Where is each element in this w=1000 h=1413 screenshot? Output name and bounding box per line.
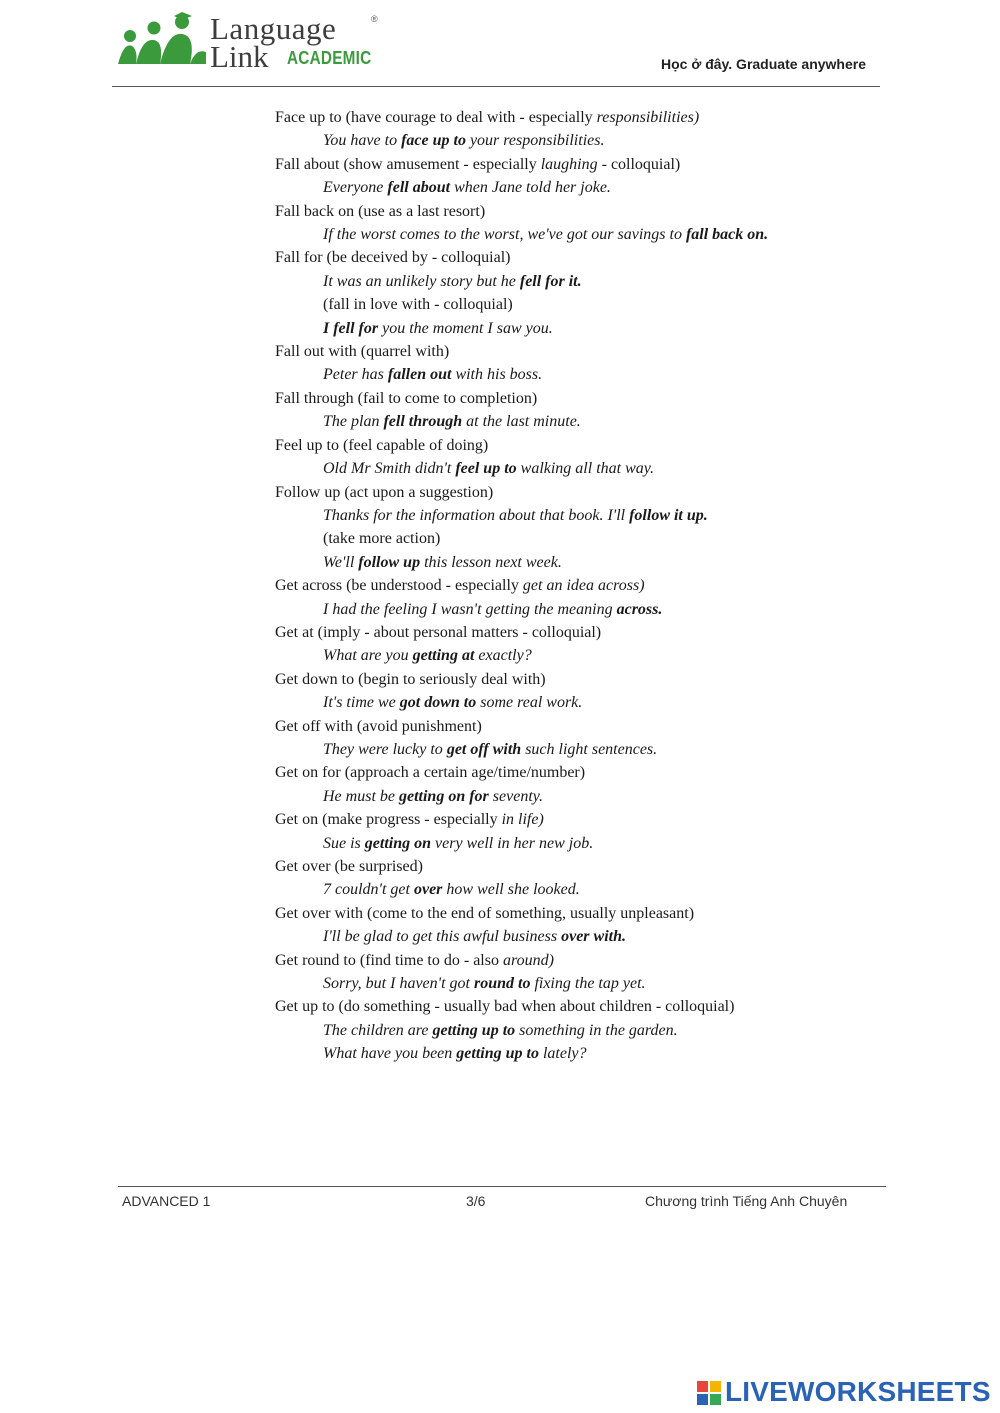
example-phrasal-verb: I fell for [323, 319, 379, 337]
definition-text: (act upon a suggestion) [340, 483, 494, 501]
example-sentence [275, 457, 875, 480]
example-text-tail: at the last minute. [462, 413, 581, 431]
example-sentence [275, 925, 875, 948]
definition-text: (quarrel with) [356, 343, 450, 361]
phrasal-verb-definition [275, 340, 875, 363]
example-text: What are you [323, 647, 413, 665]
phrasal-verb-definition [275, 949, 875, 972]
example-sentence [275, 223, 875, 246]
example-sentence [275, 598, 875, 621]
example-sentence [275, 691, 875, 714]
definition-text: (feel capable of doing) [339, 436, 489, 454]
example-text-tail: your responsibilities. [465, 132, 605, 150]
phrasal-verb-definition [275, 715, 875, 738]
phrasal-verb-term: Fall through [275, 389, 354, 407]
phrasal-verb-definition [275, 808, 875, 831]
phrasal-verb-entry [275, 200, 875, 247]
example-sentence [275, 363, 875, 386]
definition-emphasis: around) [502, 951, 554, 969]
example-sentence [275, 1019, 875, 1042]
example-phrasal-verb: getting up to [432, 1021, 516, 1039]
phrasal-verb-definition [275, 995, 875, 1018]
phrasal-verb-term: Feel up to [275, 436, 339, 454]
phrasal-verb-entry [275, 621, 875, 668]
phrasal-verb-entry [275, 808, 875, 855]
alternate-definition: (fall in love with - colloquial) [323, 296, 513, 314]
phrasal-verb-entry [275, 715, 875, 762]
phrasal-verb-definition [275, 574, 875, 597]
definition-text: (avoid punishment) [352, 717, 482, 735]
example-sentence [275, 270, 875, 293]
phrasal-verb-definition [275, 902, 875, 925]
example-text: You have to [323, 132, 402, 150]
example-text-tail: lately? [538, 1045, 587, 1063]
example-text: It's time we [323, 694, 400, 712]
phrasal-verb-entry [275, 387, 875, 434]
example-phrasal-verb: round to [473, 975, 531, 993]
example-sentence [275, 176, 875, 199]
footer-course-name: ADVANCED 1 [122, 1193, 211, 1209]
phrasal-verb-entry [275, 340, 875, 387]
example-phrasal-verb: feel up to [455, 460, 517, 478]
example-text: Thanks for the information about that book. I'll [323, 506, 630, 524]
example-sentence [275, 551, 875, 574]
definition-emphasis: laughing [540, 155, 598, 173]
people-icon [116, 12, 208, 72]
example-text: The plan [323, 413, 384, 431]
phrasal-verb-entry [275, 153, 875, 200]
phrasal-verb-term: Follow up [275, 483, 341, 501]
phrasal-verb-term: Get on [275, 811, 319, 829]
phrasal-verb-term: Fall about [275, 155, 340, 173]
example-phrasal-verb: got down to [399, 694, 477, 712]
example-text: He must be [323, 787, 399, 805]
example-text: I had the feeling I wasn't getting the meaning [323, 600, 617, 618]
phrasal-verb-entry [275, 574, 875, 621]
logo-text-language: Language [210, 11, 337, 46]
example-text-tail: very well in her new job. [431, 834, 594, 852]
example-phrasal-verb: fell about [387, 179, 451, 197]
phrasal-verb-definition [275, 668, 875, 691]
phrasal-verb-entry [275, 246, 875, 340]
phrasal-verb-term: Fall for [275, 249, 323, 267]
example-text-tail: seventy. [488, 787, 543, 805]
example-text-tail: when Jane told her joke. [450, 179, 611, 197]
phrasal-verb-entry [275, 761, 875, 808]
example-text: 7 couldn't get [323, 881, 414, 899]
example-text-tail: with his boss. [451, 366, 543, 384]
phrasal-verb-entry [275, 995, 875, 1065]
example-sentence [275, 1042, 875, 1065]
example-sentence [275, 878, 875, 901]
example-text: Sorry, but I haven't got [323, 975, 474, 993]
example-sentence [275, 738, 875, 761]
definition-text: (be understood - especially [342, 577, 523, 595]
phrasal-verb-definition [275, 481, 875, 504]
example-text: They were lucky to [323, 740, 447, 758]
phrasal-verb-term: Get at [275, 623, 314, 641]
definition-text: (make progress - especially [318, 811, 502, 829]
example-text: If the worst comes to the worst, we've got our savings to [323, 226, 686, 244]
example-sentence [275, 785, 875, 808]
definition-text: (fail to come to completion) [353, 389, 538, 407]
example-phrasal-verb: fall back on. [685, 226, 769, 244]
definition-text: (approach a certain age/time/number) [340, 764, 586, 782]
phrasal-verb-entry [275, 106, 875, 153]
example-text: Sue is [323, 834, 365, 852]
example-phrasal-verb: face up to [401, 132, 466, 150]
example-text-tail: something in the garden. [515, 1021, 678, 1039]
phrasal-verb-term: Get over with [275, 904, 363, 922]
example-phrasal-verb: over with. [561, 928, 626, 946]
phrasal-verb-term: Get across [275, 577, 343, 595]
example-phrasal-verb: getting up to [456, 1045, 539, 1063]
phrasal-verb-term: Get down to [275, 670, 355, 688]
example-text-tail: fixing the tap yet. [530, 975, 646, 993]
example-sentence [275, 972, 875, 995]
definition-emphasis: responsibilities) [596, 109, 700, 126]
definition-text: (do something - usually bad when about children - colloquial) [334, 998, 735, 1016]
example-phrasal-verb: getting on [364, 834, 432, 852]
definition-text: (come to the end of something, usually unpleasant) [362, 904, 695, 922]
liveworksheets-badge-icon [697, 1381, 721, 1405]
phrasal-verb-entry [275, 902, 875, 949]
phrasal-verb-term: Get on for [275, 764, 341, 782]
phrasal-verb-entry [275, 949, 875, 996]
phrasal-verb-term: Get off with [275, 717, 353, 735]
definition-text: (begin to seriously deal with) [354, 670, 546, 688]
example-phrasal-verb: over [413, 881, 443, 899]
example-sentence [275, 410, 875, 433]
phrasal-verb-definition [275, 246, 875, 269]
language-link-logo [116, 12, 386, 74]
phrasal-verb-entry [275, 434, 875, 481]
definition-text: (be deceived by - colloquial) [322, 249, 511, 267]
definition-text-tail: - colloquial) [597, 155, 681, 173]
definition-text: (use as a last resort) [354, 202, 486, 220]
phrasal-verb-definition [275, 153, 875, 176]
example-phrasal-verb: fallen out [387, 366, 452, 384]
example-text: Old Mr Smith didn't [323, 460, 456, 478]
phrasal-verb-term: Get round to [275, 951, 356, 969]
example-text: Peter has [323, 366, 388, 384]
example-phrasal-verb: fell through [383, 413, 463, 431]
phrasal-verb-term: Get over [275, 858, 331, 875]
phrasal-verb-term: Face up to [275, 109, 342, 126]
example-text-tail: how well she looked. [442, 881, 580, 899]
example-phrasal-verb: across. [616, 600, 663, 618]
phrasal-verb-list [275, 106, 875, 1066]
example-sentence [275, 504, 875, 527]
definition-emphasis: in life) [501, 811, 544, 829]
example-text-tail: you the moment I saw you. [378, 319, 553, 337]
phrasal-verb-entry [275, 481, 875, 575]
phrasal-verb-definition [275, 434, 875, 457]
definition-text: (have courage to deal with - especially [341, 109, 597, 126]
phrasal-verb-definition [275, 106, 875, 129]
example-text: I'll be glad to get this awful business [323, 928, 562, 946]
example-text-tail: some real work. [476, 694, 583, 712]
example-phrasal-verb: follow it up. [629, 506, 708, 524]
phrasal-verb-term: Get up to [275, 998, 335, 1016]
example-sentence [275, 832, 875, 855]
example-text-tail: exactly? [474, 647, 532, 665]
header-divider [112, 86, 880, 87]
footer-divider [118, 1186, 886, 1187]
logo-text-link: Link [210, 39, 269, 74]
phrasal-verb-term: Fall back on [275, 202, 355, 220]
phrasal-verb-entry [275, 855, 875, 902]
example-phrasal-verb: get off with [446, 740, 522, 758]
phrasal-verb-definition [275, 200, 875, 223]
header-tagline: Học ở đây. Graduate anywhere [661, 56, 866, 72]
example-text-tail: walking all that way. [516, 460, 654, 478]
phrasal-verb-term: Fall out with [275, 343, 357, 361]
phrasal-verb-entry [275, 668, 875, 715]
example-phrasal-verb: follow up [358, 553, 421, 571]
phrasal-verb-definition [275, 761, 875, 784]
example-phrasal-verb: getting at [412, 647, 475, 665]
example-text: Everyone [323, 179, 388, 197]
phrasal-verb-definition [275, 387, 875, 410]
example-text: We'll [323, 553, 359, 571]
alternate-definition: (take more action) [323, 530, 441, 548]
example-text-tail: this lesson next week. [420, 553, 562, 571]
example-phrasal-verb: getting on for [398, 787, 489, 805]
example-sentence [275, 129, 875, 152]
example-sentence [275, 644, 875, 667]
logo-text-academic: ACADEMIC [287, 48, 372, 68]
example-text: It was an unlikely story but he [323, 272, 520, 290]
logo-registered-mark: ® [371, 14, 378, 24]
phrasal-verb-definition [275, 855, 875, 878]
definition-text: (show amusement - especially [339, 155, 541, 173]
definition-text: (imply - about personal matters - colloquial) [313, 623, 602, 641]
liveworksheets-wordmark: LIVEWORKSHEETS [725, 1376, 991, 1407]
example-text: The children are [323, 1021, 433, 1039]
footer-program-name: Chương trình Tiếng Anh Chuyên [645, 1193, 848, 1209]
footer-page-number: 3/6 [466, 1193, 486, 1209]
definition-emphasis: get an idea across) [522, 577, 645, 595]
example-phrasal-verb: fell for it. [519, 272, 582, 290]
example-text-tail: such light sentences. [521, 740, 658, 758]
example-sentence [275, 317, 875, 340]
definition-text: (find time to do - also [355, 951, 503, 969]
phrasal-verb-definition [275, 621, 875, 644]
example-text: What have you been [323, 1045, 457, 1063]
definition-text: (be surprised) [330, 858, 423, 875]
